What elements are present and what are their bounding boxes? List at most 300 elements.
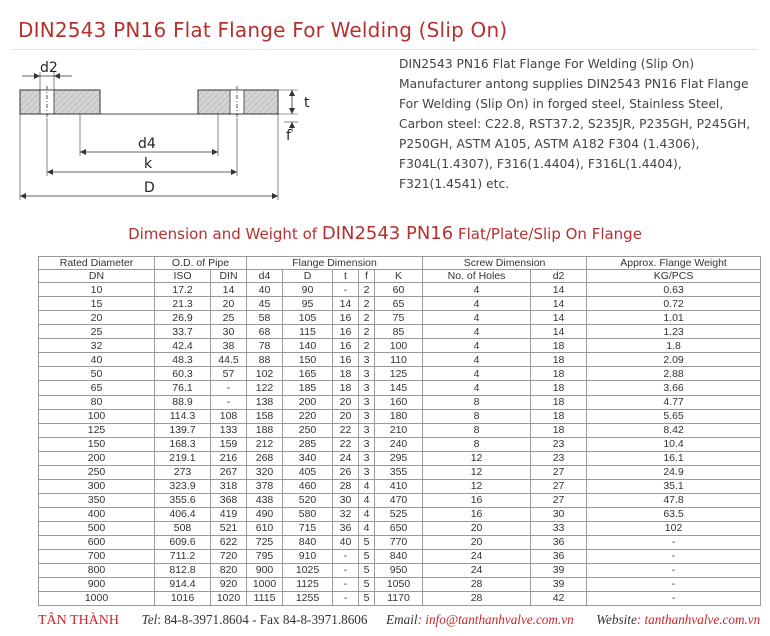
cell-d2: 18: [531, 395, 587, 409]
cell-t: 16: [333, 353, 359, 367]
cell-iso: 76.1: [155, 381, 211, 395]
cell-no-of-holes: 4: [423, 311, 531, 325]
cell-d: 150: [283, 353, 333, 367]
cell-k: 650: [375, 521, 423, 535]
header-flange-dimension: Flange Dimension: [247, 257, 423, 270]
header-od-of-pipe: O.D. of Pipe: [155, 257, 247, 270]
cell-no-of-holes: 28: [423, 577, 531, 591]
cell-no-of-holes: 24: [423, 549, 531, 563]
cell-d2: 36: [531, 549, 587, 563]
cell-kg-pcs: 102: [587, 521, 761, 535]
header-rated-diameter: Rated Diameter: [39, 257, 155, 270]
subheader-k: K: [375, 270, 423, 283]
cell-d4: 490: [247, 507, 283, 521]
cell-f: 4: [359, 493, 375, 507]
table-group-header-row: [39, 257, 761, 270]
cell-k: 145: [375, 381, 423, 395]
cell-k: 125: [375, 367, 423, 381]
cell-din: 14: [211, 283, 247, 297]
cell-no-of-holes: 4: [423, 339, 531, 353]
cell-k: 160: [375, 395, 423, 409]
cell-kg-pcs: 4.77: [587, 395, 761, 409]
cell-f: 2: [359, 325, 375, 339]
table-title-suffix: Flat/Plate/Slip On Flange: [453, 225, 642, 243]
cell-no-of-holes: 4: [423, 367, 531, 381]
cell-no-of-holes: 12: [423, 465, 531, 479]
cell-din: 20: [211, 297, 247, 311]
company-name: TÂN THÀNH: [38, 613, 120, 628]
cell-no-of-holes: 8: [423, 409, 531, 423]
tel-value: : 84-8-3971.8604 - Fax 84-8-3971.8606: [157, 612, 368, 627]
website-value[interactable]: : tanthanhvalve.com.vn: [636, 612, 761, 627]
cell-iso: 812.8: [155, 563, 211, 577]
cell-d4: 268: [247, 451, 283, 465]
cell-kg-pcs: -: [587, 535, 761, 549]
cell-f: 3: [359, 381, 375, 395]
cell-d4: 378: [247, 479, 283, 493]
cell-d4: 438: [247, 493, 283, 507]
cell-d: 1025: [283, 563, 333, 577]
cell-kg-pcs: -: [587, 563, 761, 577]
cell-d2: 36: [531, 535, 587, 549]
cell-d4: 610: [247, 521, 283, 535]
cell-t: 30: [333, 493, 359, 507]
cell-f: 2: [359, 311, 375, 325]
cell-k: 180: [375, 409, 423, 423]
cell-d4: 45: [247, 297, 283, 311]
cell-d2: 14: [531, 297, 587, 311]
cell-d: 200: [283, 395, 333, 409]
cell-k: 525: [375, 507, 423, 521]
cell-d: 285: [283, 437, 333, 451]
cell-no-of-holes: 20: [423, 535, 531, 549]
cell-d2: 27: [531, 479, 587, 493]
cell-d4: 138: [247, 395, 283, 409]
cell-d2: 27: [531, 493, 587, 507]
cell-iso: 168.3: [155, 437, 211, 451]
cell-f: 5: [359, 549, 375, 563]
cell-d: 840: [283, 535, 333, 549]
cell-d4: 102: [247, 367, 283, 381]
cell-k: 85: [375, 325, 423, 339]
cell-kg-pcs: 10.4: [587, 437, 761, 451]
cell-d4: 1000: [247, 577, 283, 591]
cell-kg-pcs: 1.8: [587, 339, 761, 353]
cell-din: 44.5: [211, 353, 247, 367]
cell-d2: 27: [531, 465, 587, 479]
cell-din: 25: [211, 311, 247, 325]
cell-kg-pcs: 2.09: [587, 353, 761, 367]
cell-din: -: [211, 395, 247, 409]
cell-kg-pcs: 16.1: [587, 451, 761, 465]
cell-dn: 500: [39, 521, 155, 535]
cell-d4: 40: [247, 283, 283, 297]
cell-t: 14: [333, 297, 359, 311]
cell-kg-pcs: 8.42: [587, 423, 761, 437]
cell-t: 22: [333, 423, 359, 437]
cell-f: 3: [359, 367, 375, 381]
cell-kg-pcs: 5.65: [587, 409, 761, 423]
cell-din: 1020: [211, 591, 247, 605]
cell-d: 95: [283, 297, 333, 311]
cell-k: 240: [375, 437, 423, 451]
cell-no-of-holes: 4: [423, 381, 531, 395]
table-title-standard: DIN2543 PN16: [321, 223, 454, 244]
cell-no-of-holes: 28: [423, 591, 531, 605]
cell-no-of-holes: 16: [423, 507, 531, 521]
table-row: [39, 563, 761, 577]
cell-dn: 32: [39, 339, 155, 353]
cell-d: 1255: [283, 591, 333, 605]
cell-d: 580: [283, 507, 333, 521]
cell-iso: 219.1: [155, 451, 211, 465]
table-row: [39, 409, 761, 423]
cell-d: 715: [283, 521, 333, 535]
table-body: [39, 283, 761, 606]
cell-din: -: [211, 381, 247, 395]
cell-iso: 406.4: [155, 507, 211, 521]
cell-no-of-holes: 12: [423, 479, 531, 493]
cell-f: 5: [359, 535, 375, 549]
cell-iso: 48.3: [155, 353, 211, 367]
cell-d2: 39: [531, 563, 587, 577]
cell-k: 1170: [375, 591, 423, 605]
cell-f: 4: [359, 479, 375, 493]
cell-k: 65: [375, 297, 423, 311]
cell-f: 3: [359, 437, 375, 451]
cell-t: 40: [333, 535, 359, 549]
cell-d4: 900: [247, 563, 283, 577]
cell-d: 460: [283, 479, 333, 493]
email-value[interactable]: : info@tanthanhvalve.com.vn: [417, 612, 574, 627]
cell-kg-pcs: 35.1: [587, 479, 761, 493]
cell-d: 90: [283, 283, 333, 297]
website-label: Website: [596, 612, 637, 627]
cell-f: 3: [359, 409, 375, 423]
cell-dn: 65: [39, 381, 155, 395]
cell-k: 355: [375, 465, 423, 479]
subheader-iso: ISO: [155, 270, 211, 283]
cell-d: 1125: [283, 577, 333, 591]
cell-iso: 508: [155, 521, 211, 535]
cell-f: 4: [359, 521, 375, 535]
table-row: [39, 479, 761, 493]
cell-dn: 100: [39, 409, 155, 423]
cell-d: 910: [283, 549, 333, 563]
cell-f: 5: [359, 577, 375, 591]
cell-no-of-holes: 16: [423, 493, 531, 507]
cell-f: 3: [359, 451, 375, 465]
cell-dn: 40: [39, 353, 155, 367]
cell-d2: 39: [531, 577, 587, 591]
label-d2: d2: [40, 60, 58, 76]
email-label: Email: [386, 612, 418, 627]
table-row: [39, 451, 761, 465]
subheader-t: t: [333, 270, 359, 283]
cell-dn: 900: [39, 577, 155, 591]
cell-din: 159: [211, 437, 247, 451]
flange-left-section: [20, 86, 100, 118]
cell-f: 3: [359, 353, 375, 367]
cell-t: 28: [333, 479, 359, 493]
table-row: [39, 577, 761, 591]
cell-dn: 700: [39, 549, 155, 563]
cell-dn: 25: [39, 325, 155, 339]
cell-t: 16: [333, 339, 359, 353]
cell-d2: 18: [531, 339, 587, 353]
cell-d4: 68: [247, 325, 283, 339]
cell-f: 3: [359, 423, 375, 437]
cell-d4: 795: [247, 549, 283, 563]
cell-no-of-holes: 24: [423, 563, 531, 577]
cell-kg-pcs: -: [587, 577, 761, 591]
cell-d2: 23: [531, 437, 587, 451]
cell-d2: 33: [531, 521, 587, 535]
cell-dn: 80: [39, 395, 155, 409]
flange-right-section: [198, 86, 278, 118]
cell-d4: 188: [247, 423, 283, 437]
table-row: [39, 521, 761, 535]
cell-no-of-holes: 4: [423, 353, 531, 367]
cell-iso: 914.4: [155, 577, 211, 591]
cell-f: 2: [359, 283, 375, 297]
cell-dn: 400: [39, 507, 155, 521]
cell-t: 24: [333, 451, 359, 465]
cell-no-of-holes: 8: [423, 437, 531, 451]
cell-t: 36: [333, 521, 359, 535]
cell-d4: 122: [247, 381, 283, 395]
cell-d2: 23: [531, 451, 587, 465]
table-row: [39, 311, 761, 325]
cell-d: 165: [283, 367, 333, 381]
cell-k: 75: [375, 311, 423, 325]
table-row: [39, 283, 761, 297]
label-d4: d4: [138, 136, 156, 152]
cell-dn: 250: [39, 465, 155, 479]
cell-f: 5: [359, 563, 375, 577]
cell-din: 622: [211, 535, 247, 549]
subheader-d4: d4: [247, 270, 283, 283]
table-row: [39, 395, 761, 409]
cell-d2: 18: [531, 423, 587, 437]
cell-t: -: [333, 577, 359, 591]
cell-iso: 114.3: [155, 409, 211, 423]
cell-d2: 18: [531, 353, 587, 367]
cell-k: 950: [375, 563, 423, 577]
subheader-f: f: [359, 270, 375, 283]
cell-t: -: [333, 283, 359, 297]
cell-d2: 18: [531, 409, 587, 423]
subheader-d: D: [283, 270, 333, 283]
table-title-prefix: Dimension and Weight of: [128, 225, 322, 243]
cell-f: 4: [359, 507, 375, 521]
cell-t: -: [333, 549, 359, 563]
cell-dn: 10: [39, 283, 155, 297]
cell-d4: 320: [247, 465, 283, 479]
cell-iso: 17.2: [155, 283, 211, 297]
table-row: [39, 297, 761, 311]
cell-d4: 212: [247, 437, 283, 451]
cell-din: 318: [211, 479, 247, 493]
cell-kg-pcs: -: [587, 591, 761, 605]
cell-f: 2: [359, 339, 375, 353]
cell-d2: 42: [531, 591, 587, 605]
cell-kg-pcs: 0.63: [587, 283, 761, 297]
cell-k: 840: [375, 549, 423, 563]
cell-d: 115: [283, 325, 333, 339]
cell-d: 185: [283, 381, 333, 395]
cell-t: 22: [333, 437, 359, 451]
cell-dn: 1000: [39, 591, 155, 605]
cell-din: 920: [211, 577, 247, 591]
cell-d2: 14: [531, 325, 587, 339]
cell-no-of-holes: 8: [423, 423, 531, 437]
cell-d4: 78: [247, 339, 283, 353]
cell-d2: 14: [531, 283, 587, 297]
page-title: DIN2543 PN16 Flat Flange For Welding (Slip On): [12, 10, 758, 50]
cell-din: 267: [211, 465, 247, 479]
cell-d: 220: [283, 409, 333, 423]
cell-k: 1050: [375, 577, 423, 591]
cell-no-of-holes: 20: [423, 521, 531, 535]
cell-t: 20: [333, 395, 359, 409]
cell-d: 520: [283, 493, 333, 507]
cell-dn: 150: [39, 437, 155, 451]
cell-t: -: [333, 591, 359, 605]
table-row: [39, 493, 761, 507]
cell-kg-pcs: 3.66: [587, 381, 761, 395]
subheader-no-of-holes: No. of Holes: [423, 270, 531, 283]
cell-din: 216: [211, 451, 247, 465]
tel-label: Tel: [141, 612, 158, 627]
table-row: [39, 423, 761, 437]
cell-f: 3: [359, 395, 375, 409]
cell-iso: 60.3: [155, 367, 211, 381]
header-flange-weight: Approx. Flange Weight: [587, 257, 761, 270]
table-row: [39, 353, 761, 367]
label-D: D: [144, 180, 155, 196]
cell-no-of-holes: 4: [423, 283, 531, 297]
cell-kg-pcs: 24.9: [587, 465, 761, 479]
cell-d2: 14: [531, 311, 587, 325]
cell-d4: 158: [247, 409, 283, 423]
cell-iso: 88.9: [155, 395, 211, 409]
table-row: [39, 367, 761, 381]
cell-din: 108: [211, 409, 247, 423]
cell-k: 100: [375, 339, 423, 353]
label-t: t: [304, 95, 310, 111]
cell-dn: 200: [39, 451, 155, 465]
product-description: DIN2543 PN16 Flat Flange For Welding (Slip On) Manufacturer antong supplies DIN2543 PN16 Flat Flange For Welding (Slip On) in forged steel, Stainless Steel, Carbon steel: C22.8, RST37.2, S235JR, P235GH, P245GH, P250GH, ASTM A105, ASTM A182 F304 (1.4306), F304L(1.4307), F316(1.4404), F316L(1.4404), F321(1.4541) etc.: [399, 57, 751, 191]
cell-d: 405: [283, 465, 333, 479]
cell-iso: 21.3: [155, 297, 211, 311]
cell-din: 521: [211, 521, 247, 535]
cell-dn: 600: [39, 535, 155, 549]
table-row: [39, 339, 761, 353]
cell-d4: 1115: [247, 591, 283, 605]
flange-diagram: [14, 52, 334, 210]
cell-din: 368: [211, 493, 247, 507]
cell-kg-pcs: 1.01: [587, 311, 761, 325]
cell-t: 32: [333, 507, 359, 521]
cell-f: 5: [359, 591, 375, 605]
table-sub-header-row: [39, 270, 761, 283]
cell-t: -: [333, 563, 359, 577]
table-title: [0, 223, 770, 244]
cell-no-of-holes: 4: [423, 297, 531, 311]
cell-iso: 711.2: [155, 549, 211, 563]
cell-t: 18: [333, 367, 359, 381]
cell-din: 57: [211, 367, 247, 381]
cell-no-of-holes: 4: [423, 325, 531, 339]
cell-kg-pcs: -: [587, 549, 761, 563]
subheader-din: DIN: [211, 270, 247, 283]
cell-no-of-holes: 12: [423, 451, 531, 465]
cell-iso: 273: [155, 465, 211, 479]
cell-din: 30: [211, 325, 247, 339]
cell-t: 26: [333, 465, 359, 479]
cell-k: 110: [375, 353, 423, 367]
cell-kg-pcs: 1.23: [587, 325, 761, 339]
cell-d2: 30: [531, 507, 587, 521]
cell-iso: 355.6: [155, 493, 211, 507]
cell-k: 60: [375, 283, 423, 297]
table-row: [39, 535, 761, 549]
table-row: [39, 549, 761, 563]
cell-f: 3: [359, 465, 375, 479]
cell-iso: 609.6: [155, 535, 211, 549]
contact-footer: [38, 612, 762, 632]
cell-d: 340: [283, 451, 333, 465]
cell-d2: 18: [531, 367, 587, 381]
cell-k: 470: [375, 493, 423, 507]
cell-no-of-holes: 8: [423, 395, 531, 409]
cell-iso: 26.9: [155, 311, 211, 325]
cell-d4: 88: [247, 353, 283, 367]
cell-iso: 1016: [155, 591, 211, 605]
cell-iso: 33.7: [155, 325, 211, 339]
cell-k: 295: [375, 451, 423, 465]
cell-k: 770: [375, 535, 423, 549]
cell-f: 2: [359, 297, 375, 311]
cell-iso: 139.7: [155, 423, 211, 437]
cell-dn: 20: [39, 311, 155, 325]
label-f: f: [286, 128, 291, 144]
cell-d4: 725: [247, 535, 283, 549]
table-row: [39, 437, 761, 451]
cell-k: 210: [375, 423, 423, 437]
cell-t: 20: [333, 409, 359, 423]
cell-din: 419: [211, 507, 247, 521]
cell-d4: 58: [247, 311, 283, 325]
cell-kg-pcs: 2.88: [587, 367, 761, 381]
cell-kg-pcs: 63.5: [587, 507, 761, 521]
cell-din: 38: [211, 339, 247, 353]
subheader-dn: DN: [39, 270, 155, 283]
dimension-table: [38, 256, 761, 606]
cell-din: 133: [211, 423, 247, 437]
table-row: [39, 507, 761, 521]
cell-din: 720: [211, 549, 247, 563]
cell-k: 410: [375, 479, 423, 493]
cell-dn: 125: [39, 423, 155, 437]
cell-t: 18: [333, 381, 359, 395]
cell-iso: 42.4: [155, 339, 211, 353]
cell-din: 820: [211, 563, 247, 577]
table-row: [39, 465, 761, 479]
table-row: [39, 591, 761, 605]
subheader-kg-pcs: KG/PCS: [587, 270, 761, 283]
